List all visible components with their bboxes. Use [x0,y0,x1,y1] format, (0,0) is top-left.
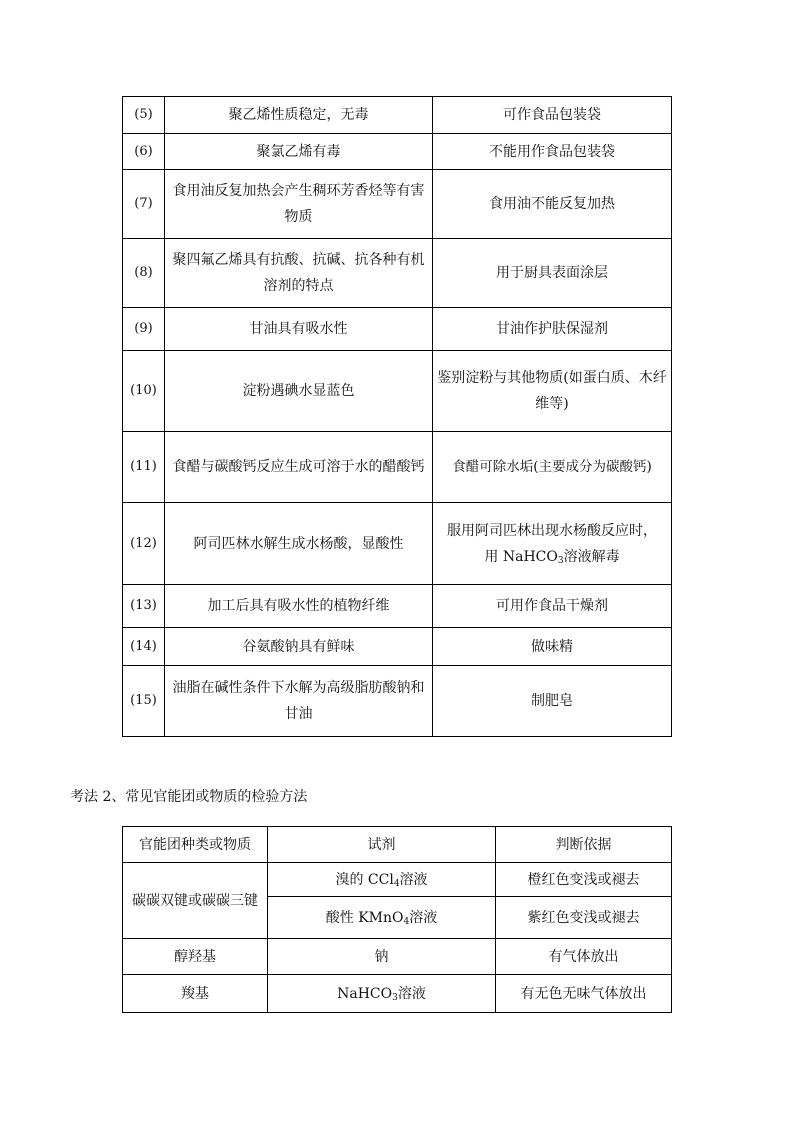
use-line: 服用阿司匹林出现水杨酸反应时， [447,522,657,539]
use-cell: 食醋可除水垢(主要成分为碳酸钙) [433,432,672,503]
table-row [123,97,672,134]
column-header: 试剂 [268,827,496,863]
row-number: (13) [123,585,165,628]
table-row [123,351,672,432]
basis-cell: 有气体放出 [496,939,672,975]
group-cell: 碳碳双键或碳碳三键 [123,863,268,939]
property-cell: 阿司匹林水解生成水杨酸，显酸性 [165,503,433,585]
table-row [123,666,672,737]
property-cell: 甘油具有吸水性 [165,308,433,351]
property-cell: 聚乙烯性质稳定，无毒 [165,97,433,134]
use-cell: 用于厨具表面涂层 [433,239,672,308]
column-header: 判断依据 [496,827,672,863]
property-cell: 食用油反复加热会产生稠环芳香烃等有害物质 [165,170,433,239]
table-row [123,170,672,239]
row-number: (7) [123,170,165,239]
reagent-cell [268,863,496,897]
use-cell: 做味精 [433,628,672,666]
formula-suffix: 溶液解毒 [563,548,620,565]
use-cell: 食用油不能反复加热 [433,170,672,239]
properties-uses-table [122,96,672,737]
row-number: (12) [123,503,165,585]
use-cell: 甘油作护肤保湿剂 [433,308,672,351]
table-row [123,939,672,975]
table-row [123,585,672,628]
row-number: (14) [123,628,165,666]
row-number: (8) [123,239,165,308]
use-cell [433,503,672,585]
table-row [123,239,672,308]
formula-text: NaHCO [337,985,393,1002]
header-row [123,827,672,863]
row-number: (5) [123,97,165,134]
table-row [123,863,672,897]
row-number: (15) [123,666,165,737]
formula-suffix: 溶液 [409,909,438,926]
basis-cell: 紫红色变浅或褪去 [496,897,672,939]
use-cell: 不能用作食品包装袋 [433,134,672,170]
group-cell: 羧基 [123,975,268,1013]
use-cell: 可作食品包装袋 [433,97,672,134]
formula-suffix: 溶液 [397,985,426,1002]
table-row [123,975,672,1013]
property-cell: 淀粉遇碘水显蓝色 [165,351,433,432]
formula-text: 酸性 KMnO [325,909,404,926]
property-cell: 谷氨酸钠具有鲜味 [165,628,433,666]
row-number: (6) [123,134,165,170]
formula-text: 用 NaHCO [484,548,558,565]
use-cell: 可用作食品干燥剂 [433,585,672,628]
group-cell: 醇羟基 [123,939,268,975]
detection-methods-table [122,826,672,1013]
table-row [123,432,672,503]
reagent-cell: 钠 [268,939,496,975]
table-row [123,134,672,170]
row-number: (10) [123,351,165,432]
table-row [123,503,672,585]
subscript: 3 [557,555,564,566]
property-cell: 加工后具有吸水性的植物纤维 [165,585,433,628]
table-row [123,308,672,351]
formula-suffix: 溶液 [399,871,428,888]
property-cell: 食醋与碳酸钙反应生成可溶于水的醋酸钙 [165,432,433,503]
section-heading: 考法 2、常见官能团或物质的检验方法 [70,789,308,805]
property-cell: 油脂在碱性条件下水解为高级脂肪酸钠和甘油 [165,666,433,737]
subscript: 3 [392,992,398,1003]
reagent-cell [268,975,496,1013]
table-row [123,628,672,666]
property-cell: 聚四氟乙烯具有抗酸、抗碱、抗各种有机溶剂的特点 [165,239,433,308]
reagent-cell [268,897,496,939]
basis-cell: 有无色无味气体放出 [496,975,672,1013]
use-cell: 制肥皂 [433,666,672,737]
use-line [434,544,670,570]
formula-text: 溴的 CCl [335,871,394,888]
subscript: 4 [393,878,400,889]
property-cell: 聚氯乙烯有毒 [165,134,433,170]
row-number: (9) [123,308,165,351]
column-header: 官能团种类或物质 [123,827,268,863]
basis-cell: 橙红色变浅或褪去 [496,863,672,897]
subscript: 4 [403,916,410,927]
row-number: (11) [123,432,165,503]
use-cell: 鉴别淀粉与其他物质(如蛋白质、木纤维等) [433,351,672,432]
